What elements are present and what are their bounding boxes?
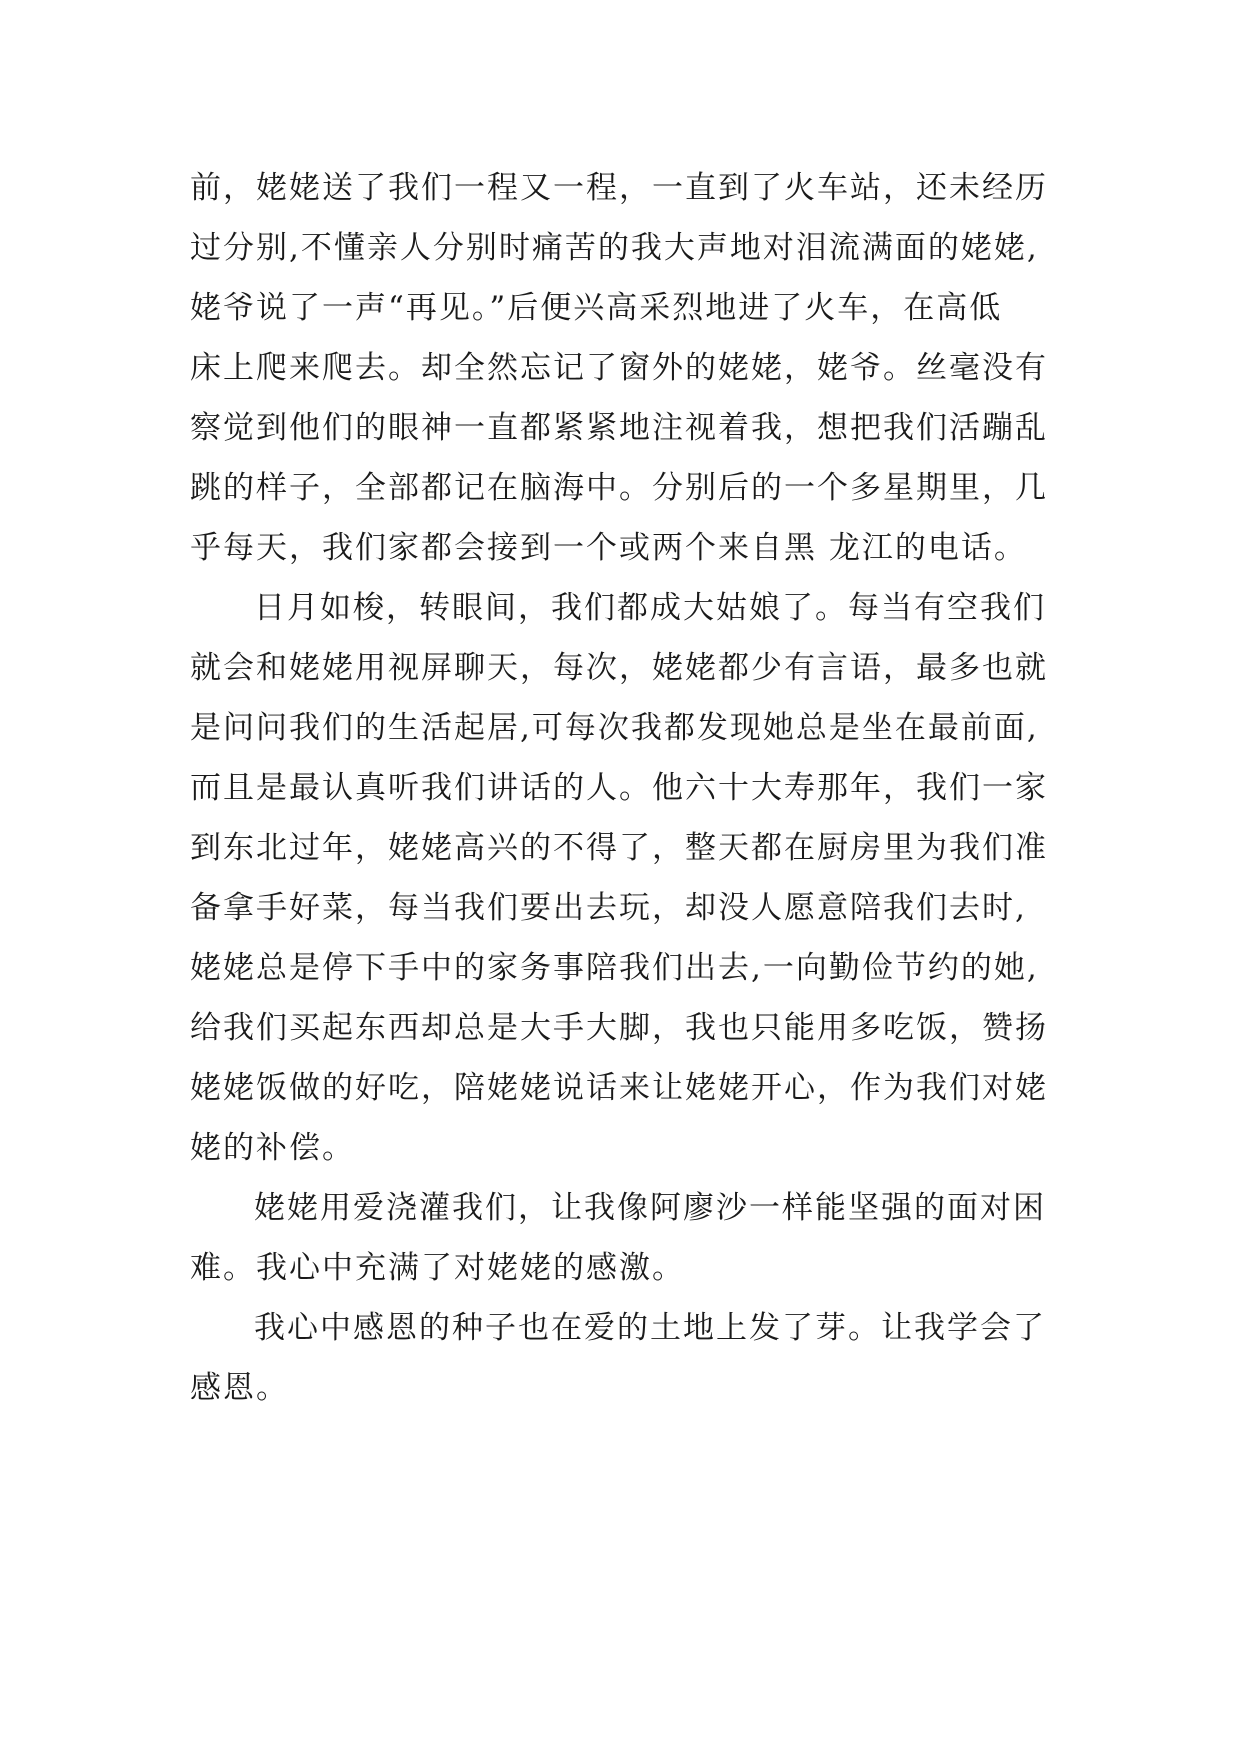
paragraph-line: 床上爬来爬去。却全然忘记了窗外的姥姥，姥爷。丝毫没有	[190, 350, 1048, 386]
paragraph-4	[190, 1298, 1090, 1418]
paragraph-line: 姥姥饭做的好吃，陪姥姥说话来让姥姥开心，作为我们对姥	[190, 1070, 1048, 1106]
paragraph-line: 是问问我们的生活起居,可每次我都发现她总是坐在最前面,	[190, 710, 1039, 746]
document-body	[190, 158, 1090, 1418]
paragraph-line: 过分别,不懂亲人分别时痛苦的我大声地对泪流满面的姥姥,	[190, 230, 1039, 266]
paragraph-line: 跳的样子，全部都记在脑海中。分别后的一个多星期里，几	[190, 470, 1048, 506]
paragraph-line: 我心中感恩的种子也在爱的土地上发了芽。让我学会了	[254, 1310, 1046, 1346]
paragraph-line: 给我们买起东西却总是大手大脚，我也只能用多吃饭，赞扬	[190, 1010, 1048, 1046]
paragraph-line: 感恩。	[190, 1370, 289, 1406]
paragraph-line: 姥姥用爱浇灌我们，让我像阿廖沙一样能坚强的面对困	[254, 1190, 1046, 1226]
paragraph-line: 姥姥总是停下手中的家务事陪我们出去,一向勤俭节约的她,	[190, 950, 1039, 986]
paragraph-line: 难。我心中充满了对姥姥的感激。	[190, 1250, 685, 1286]
paragraph-1	[190, 158, 1090, 578]
paragraph-line: 姥的补偿。	[190, 1130, 355, 1166]
paragraph-line: 察觉到他们的眼神一直都紧紧地注视着我，想把我们活蹦乱	[190, 410, 1048, 446]
paragraph-line: 而且是最认真听我们讲话的人。他六十大寿那年，我们一家	[190, 770, 1048, 806]
paragraph-line: 前，姥姥送了我们一程又一程，一直到了火车站，还未经历	[190, 170, 1048, 206]
paragraph-2	[190, 578, 1090, 1178]
paragraph-line: 日月如梭，转眼间，我们都成大姑娘了。每当有空我们	[254, 590, 1046, 626]
paragraph-line: 乎每天，我们家都会接到一个或两个来自黑 龙江的电话。	[190, 530, 1027, 566]
paragraph-line: 就会和姥姥用视屏聊天，每次，姥姥都少有言语，最多也就	[190, 650, 1048, 686]
paragraph-3	[190, 1178, 1090, 1298]
paragraph-line: 备拿手好菜，每当我们要出去玩，却没人愿意陪我们去时,	[190, 890, 1027, 926]
paragraph-line: 姥爷说了一声“再见。”后便兴高采烈地进了火车，在高低	[190, 290, 1003, 326]
paragraph-line: 到东北过年，姥姥高兴的不得了，整天都在厨房里为我们准	[190, 830, 1048, 866]
